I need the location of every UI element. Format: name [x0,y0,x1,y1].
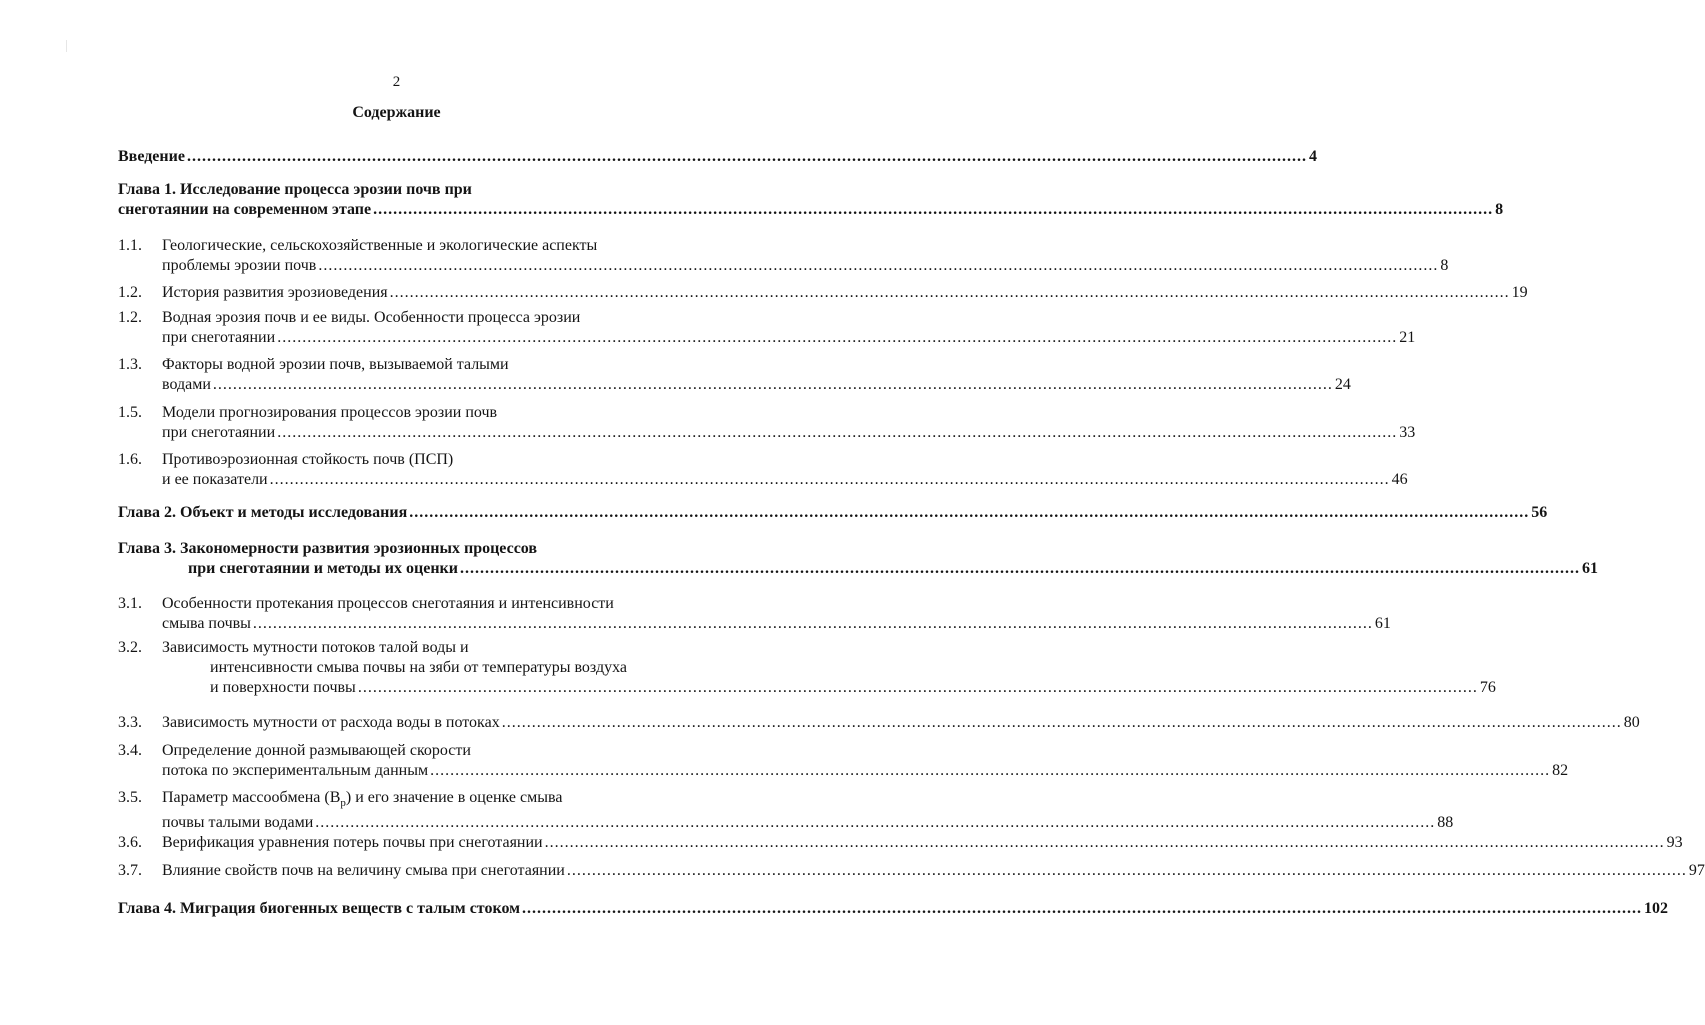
toc-entry-number: 3.6. [118,834,142,851]
toc-entry-number: 3.4. [118,742,142,759]
toc-entry-title: Водная эрозия почв и ее виды. Особенности процесса эрозии [162,309,581,326]
toc-entry [118,236,1449,276]
dot-leader [253,615,1373,632]
toc-entry-title: Глава 2. Объект и методы исследования [118,504,408,521]
toc-entry-title: интенсивности смыва почвы на зяби от температуры воздуха [210,659,627,676]
toc-entry-page: 33 [1399,424,1416,441]
dot-leader [187,148,1307,165]
toc-entry-page: 8 [1495,201,1504,218]
toc-entry-page: 82 [1552,762,1569,779]
toc-entry [118,788,1454,833]
toc-entry-title: Глава 3. Закономерности развития эрозионных процессов [118,540,538,557]
dot-leader [545,834,1665,851]
toc-entry-number: 1.5. [118,404,142,421]
toc-entry-title: Верификация уравнения потерь почвы при снеготаянии [162,834,543,851]
toc-entry-title: Глава 4. Миграция биогенных веществ с талым стоком [118,900,521,917]
dot-leader [277,329,1397,346]
toc-entry [118,283,1528,303]
dot-leader [522,900,1642,917]
toc-entry-number: 1.2. [118,309,142,326]
toc-entry-number: 1.1. [118,237,142,254]
toc-entry-title: и ее показатели [162,471,268,488]
toc-entry-title: Особенности протекания процессов снеготаяния и интенсивности [162,595,614,612]
toc-entry-number: 3.7. [118,862,142,879]
toc-entry-title: Влияние свойств почв на величину смыва при снеготаянии [162,862,565,879]
dot-leader [318,257,1438,274]
toc-entry-page: 8 [1440,257,1449,274]
dot-leader [358,679,1478,696]
toc-entry-page: 88 [1437,814,1454,832]
toc-entry-title: снеготаянии на современном этапе [118,201,372,218]
toc-entry-page: 61 [1581,560,1598,577]
toc-entry-title: и поверхности почвы [210,679,356,696]
dot-leader [277,424,1397,441]
toc-entry-title: Зависимость мутности потоков талой воды и [162,639,469,656]
toc-entry-title: Геологические, сельскохозяйственные и экологические аспекты [162,237,598,254]
toc-entry-title: Зависимость мутности от расхода воды в потоках [162,714,500,731]
toc-entry [118,308,1416,348]
toc-entry [118,539,1598,579]
toc-entry-page: 76 [1479,679,1496,696]
page-title: Содержание [352,104,441,121]
toc-entry [118,147,1317,167]
toc-entry-title: Глава 1. Исследование процесса эрозии почв при [118,181,472,198]
toc-entry-page: 19 [1511,284,1528,301]
toc-entry [118,594,1391,634]
toc-entry-title: Введение [118,148,185,165]
toc-entry-page: 97 [1688,862,1705,879]
toc-entry-page: 46 [1391,471,1408,488]
dot-leader [213,376,1333,393]
toc-entry-title: проблемы эрозии почв [162,257,317,274]
dot-leader [460,560,1580,577]
toc-entry [118,833,1683,853]
toc-entry-page: 93 [1666,834,1683,851]
toc-entry-title: Определение донной размывающей скорости [162,742,471,759]
toc-entry [118,741,1569,781]
toc-entry-page: 24 [1334,376,1351,393]
toc-entry-number: 1.6. [118,451,142,468]
toc-entry-number: 3.5. [118,789,142,806]
toc-entry-title: почвы талыми водами [162,814,314,832]
dot-leader [270,471,1390,488]
toc-entry-page: 61 [1374,615,1391,632]
toc-entry-title: смыва почвы [162,615,251,632]
dot-leader [430,762,1550,779]
toc-entry-title: при снеготаянии [162,424,276,441]
toc-entry [118,713,1640,733]
toc-entry-title: при снеготаянии и методы их оценки [188,560,458,577]
toc-entry [118,899,1669,919]
toc-entry-title: Факторы водной эрозии почв, вызываемой талыми [162,356,509,373]
toc-entry-title: при снеготаянии [162,329,276,346]
page-number: 2 [392,74,401,90]
toc-entry [118,861,1705,881]
toc-entry-title: водами [162,376,211,393]
toc-entry-title: История развития эрозиоведения [162,284,388,301]
toc-entry-number: 3.3. [118,714,142,731]
toc-entry [118,503,1548,523]
toc-entry-title: потока по экспериментальным данным [162,762,429,779]
toc-entry [118,403,1416,443]
dot-leader [567,862,1687,879]
toc-entry-page: 4 [1308,148,1317,165]
toc-entry-title: Модели прогнозирования процессов эрозии почв [162,404,498,421]
dot-leader [390,284,1510,301]
toc-entry-title: Противоэрозионная стойкость почв (ПСП) [162,451,454,468]
toc-entry-number: 3.1. [118,595,142,612]
toc-entry-page: 21 [1399,329,1416,346]
toc-entry [118,638,1496,698]
dot-leader [315,814,1435,831]
toc-entry [118,355,1351,395]
toc-entry-number: 3.2. [118,639,142,656]
toc-entry-page: 102 [1644,900,1669,917]
toc-entry-page: 80 [1623,714,1640,731]
dot-leader [373,201,1493,218]
toc-entry-page: 56 [1531,504,1548,521]
dot-leader [409,504,1529,521]
toc-entry [118,450,1408,490]
dot-leader [502,714,1622,731]
toc-entry-number: 1.2. [118,284,142,301]
toc-entry-title: Параметр массообмена $(B_p)$ и его значение в оценке смыва [162,789,563,810]
toc-entry-number: 1.3. [118,356,142,373]
toc-entry [118,180,1504,220]
